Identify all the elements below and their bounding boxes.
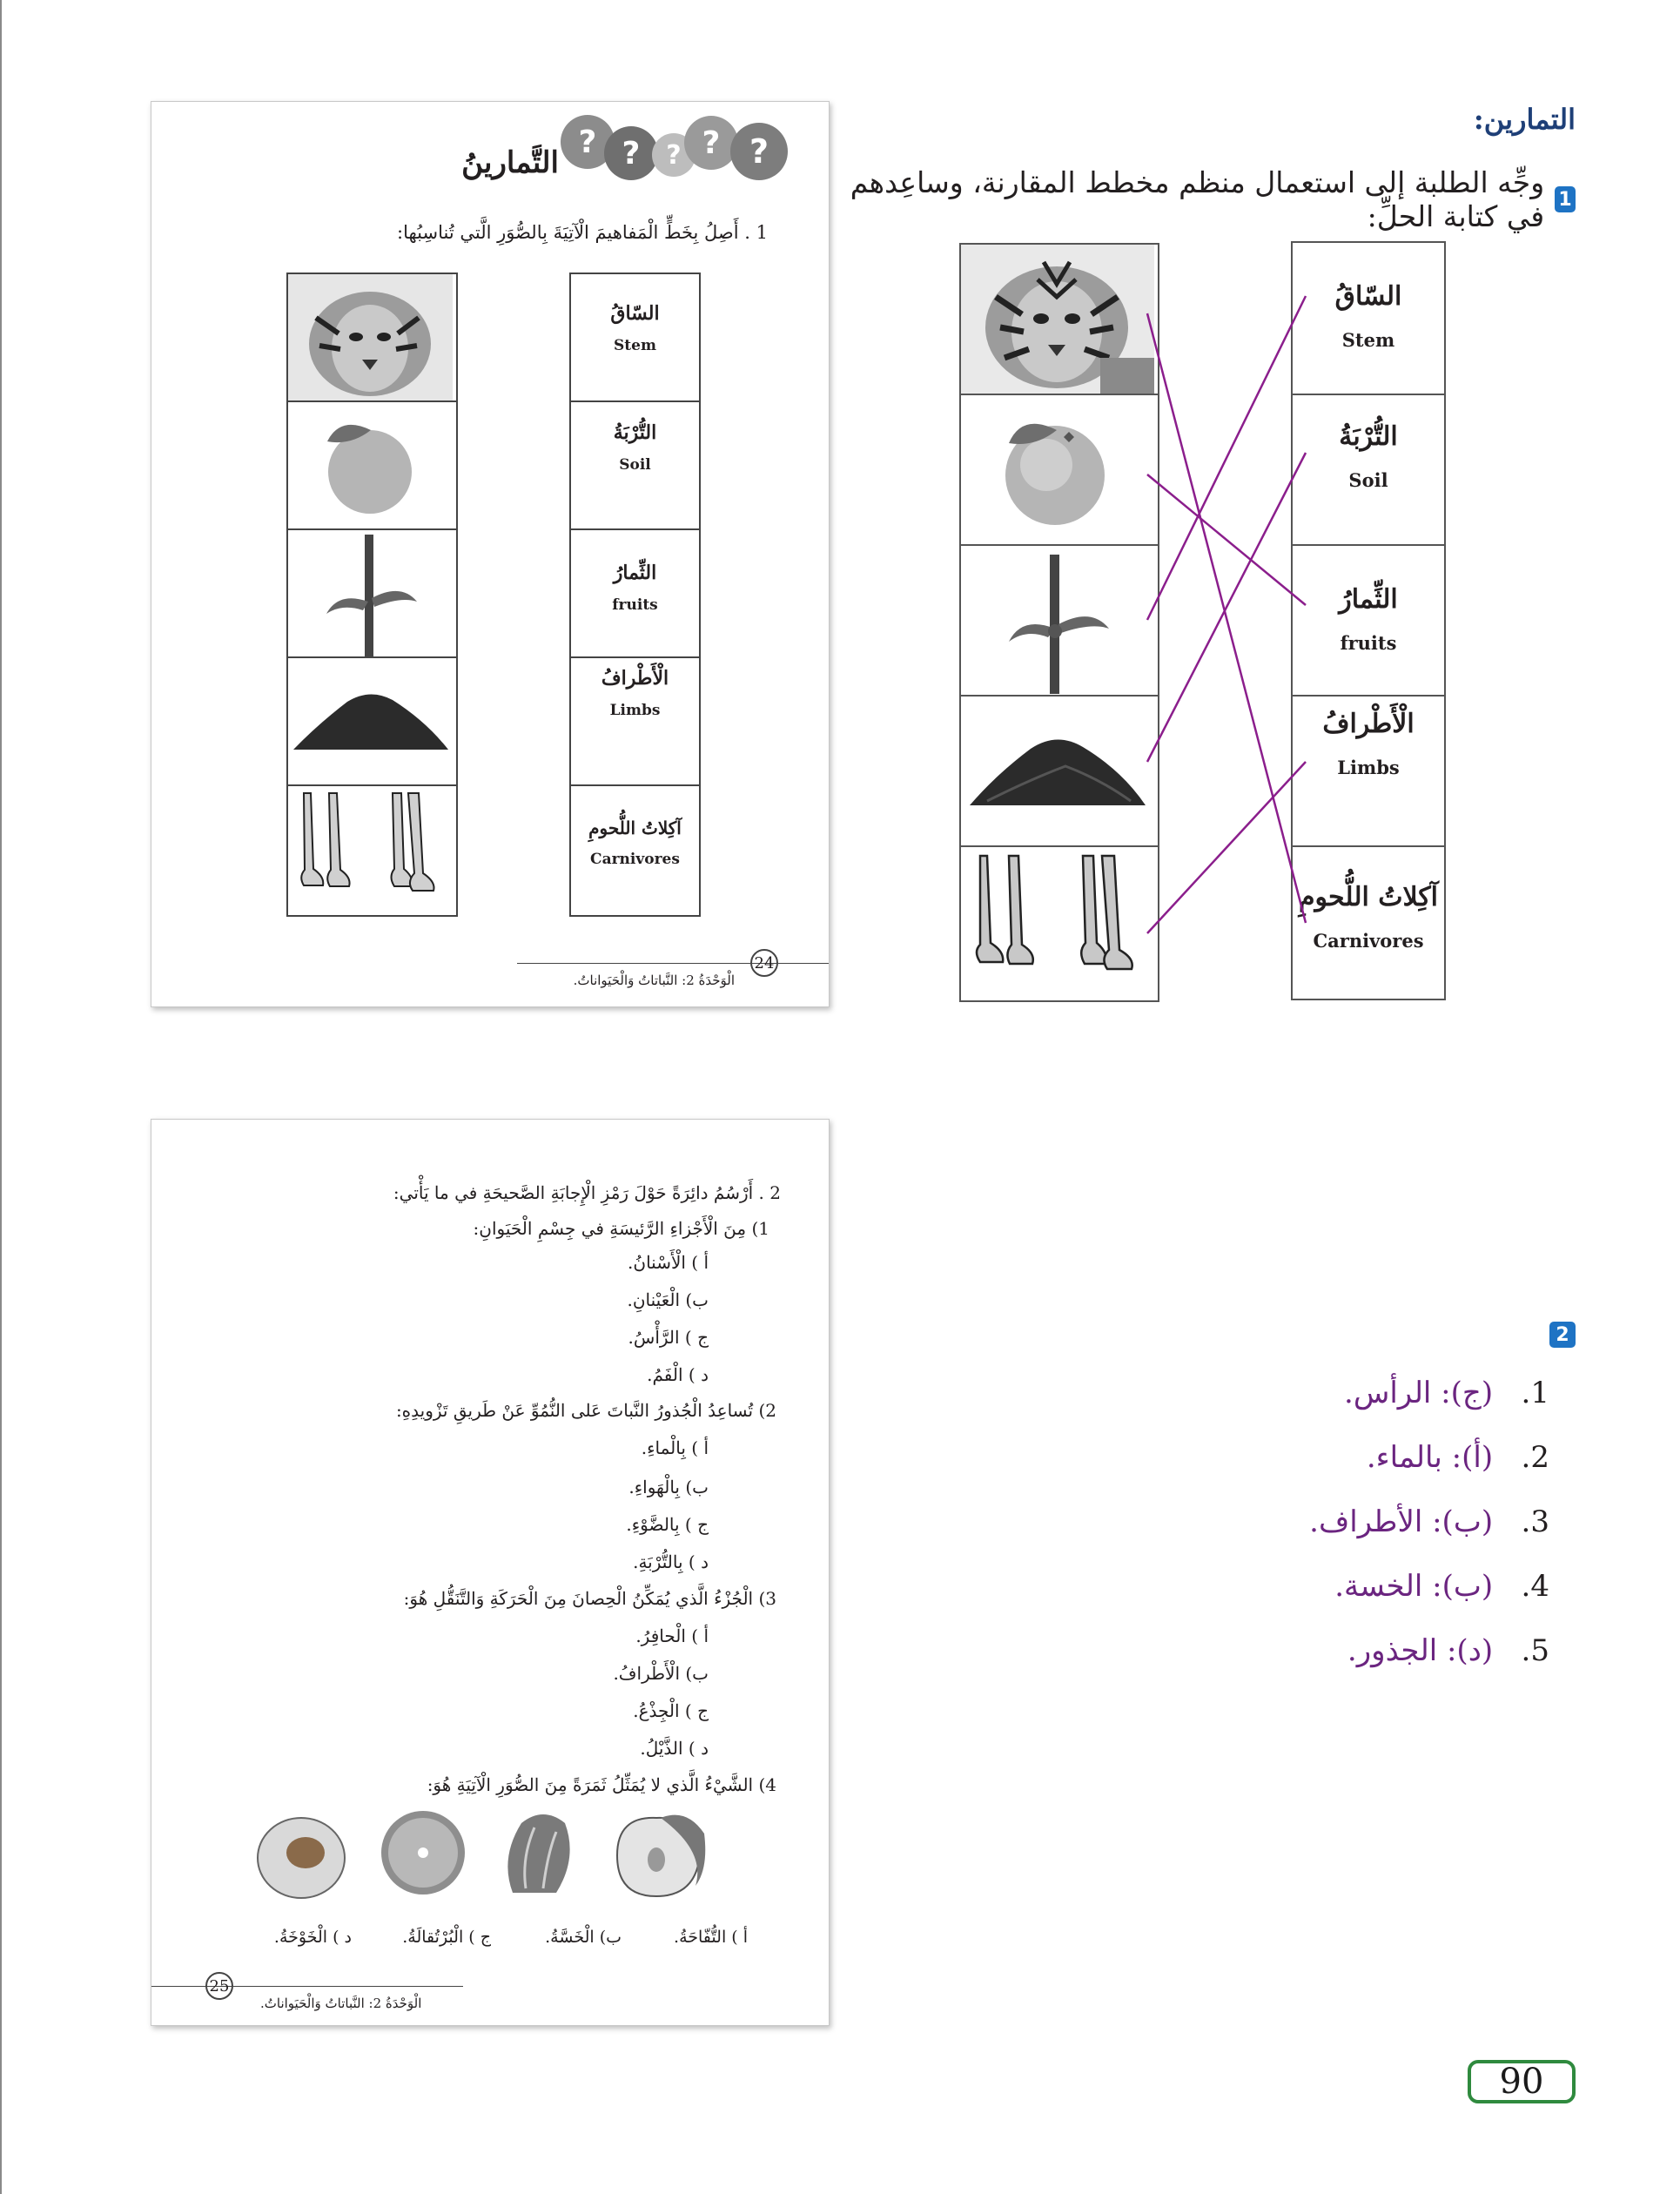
concept-ar: آكِلاتُ اللُّحومِ: [588, 818, 682, 838]
answer-text: (أ): بالماء.: [1366, 1440, 1494, 1475]
concept-en: Limbs: [1337, 757, 1400, 778]
book-concept-cell: [571, 402, 699, 530]
book-title: التَّمارينُ: [461, 145, 559, 180]
mcq-option: ج ) بِالضَّوْءِ.: [626, 1514, 709, 1535]
exercises-title: التمارين:: [1473, 103, 1576, 136]
concept-en: Soil: [619, 456, 651, 474]
mcq-option: أ ) بِالْماءِ.: [641, 1437, 709, 1458]
footer-line: [151, 1986, 463, 1987]
book-question-1: 1 . أَصِلُ بِخَطٍّ الْمَفاهيمَ الْآتِيَةَ بِالصُّوَرِ الَّتي تُناسِبُها:: [397, 222, 768, 243]
lettuce-image: [495, 1806, 578, 1901]
concept-en: Stem: [1341, 329, 1395, 351]
concept-cell-stem: [1293, 243, 1444, 395]
book-page-24: [151, 101, 830, 1007]
mcq-option: د ) الْفَمُ.: [647, 1364, 709, 1385]
answer-3: [1309, 1504, 1549, 1539]
concept-en: Carnivores: [590, 851, 680, 868]
concept-en: fruits: [1340, 632, 1397, 654]
fruit-label: ب) الْخَسَّةُ.: [545, 1928, 622, 1947]
book-orange-cell: [288, 402, 456, 530]
mcq-option: ج ) الرَّأْسُ.: [628, 1327, 709, 1348]
match-line-legs: [1147, 762, 1306, 933]
legs-image: [288, 786, 453, 913]
match-line-orange: [1147, 474, 1306, 605]
answer-text: (د): الجذور.: [1347, 1633, 1494, 1668]
concept-en: Limbs: [609, 702, 661, 719]
concept-en: Soil: [1348, 469, 1388, 491]
mcq-option: د ) الذَّيْلُ.: [640, 1738, 709, 1759]
concept-en: Stem: [614, 337, 656, 354]
mcq-option: ب) بِالْهَواءِ.: [628, 1477, 709, 1497]
book-concept-cell: [571, 274, 699, 402]
book-soil-cell: [288, 658, 456, 786]
stem-image: [288, 530, 453, 656]
answer-number: 2.: [1521, 1440, 1549, 1475]
answer-text: (ب): الخسة.: [1334, 1569, 1494, 1604]
legs-image: [961, 847, 1154, 999]
tiger-image: [961, 245, 1154, 394]
mcq-option: ب) الْعَيْنانِ.: [627, 1289, 709, 1310]
question-bubble-icon: ?: [684, 116, 738, 170]
question-bubble-icon: ?: [561, 115, 615, 169]
peach-image: [252, 1807, 352, 1903]
left-margin-rule: [0, 0, 2, 2194]
mcq-question: 3) الْجُزْءُ الَّذي يُمَكِّنُ الْحِصانَ مِنَ الْحَرَكَةِ وَالتَّنَقُّلِ هُوَ:: [403, 1588, 776, 1609]
fruit-label: د ) الْخَوْخَةُ.: [273, 1928, 352, 1947]
book-unit-label: الْوَحْدَةُ 2: النَّباتاتُ وَالْحَيَواناتُ.: [573, 972, 735, 988]
match-line-tiger: [1147, 313, 1306, 923]
concept-ar: الْأَطْرافُ: [1322, 709, 1415, 739]
answer-number: 5.: [1521, 1633, 1549, 1668]
orange-cell: [961, 395, 1158, 546]
concept-en: fruits: [612, 596, 658, 614]
concept-cell-limbs: [1293, 697, 1444, 847]
concept-cell-fruits: [1293, 546, 1444, 697]
answer-text: (ب): الأطراف.: [1309, 1504, 1494, 1539]
book-tiger-cell: [288, 274, 456, 402]
answer-5: [1347, 1633, 1549, 1668]
book-concept-cell: [571, 658, 699, 786]
book-question-2: 2 . أَرْسُمُ دائِرَةً حَوْلَ رَمْزِ الْإِجابَةِ الصَّحيحَةِ في ما يَأْتي:: [393, 1182, 781, 1203]
book-page-25: [151, 1119, 830, 2026]
concept-cell-soil: [1293, 395, 1444, 546]
instruction-line: [844, 165, 1576, 233]
orange-image: [288, 402, 453, 528]
tiger-cell: [961, 245, 1158, 395]
book-concept-cell: [571, 530, 699, 658]
concept-en: Carnivores: [1313, 930, 1424, 952]
stem-cell: [961, 546, 1158, 697]
tiger-image: [288, 274, 453, 400]
mcq-option: د ) بِالتُّرْبَةِ.: [633, 1551, 709, 1572]
question-2-badge: 2: [1549, 1322, 1576, 1348]
book-unit-label: الْوَحْدَةُ 2: النَّباتاتُ وَالْحَيَواناتُ.: [260, 1995, 422, 2011]
orange-slice-image: [378, 1807, 469, 1899]
book-page-number: 24: [750, 949, 778, 977]
mcq-option: ب) الْأَطْرافُ.: [613, 1663, 709, 1684]
answer-4: [1334, 1569, 1549, 1604]
concept-ar: التُّرْبَةُ: [1339, 421, 1398, 452]
concept-column: [1291, 241, 1446, 1000]
concept-ar: آكِلاتُ اللُّحومِ: [1298, 882, 1439, 912]
mcq-option: أ ) الْأَسْنانُ.: [628, 1252, 709, 1273]
question-bubble-icon: ?: [652, 133, 696, 177]
mcq-question: 1) مِنَ الْأَجْزاءِ الرَّئيسَةِ في جِسْمِ الْحَيَوانِ:: [473, 1218, 769, 1239]
book-stem-cell: [288, 530, 456, 658]
stem-image: [961, 546, 1154, 695]
match-line-stem: [1147, 296, 1306, 620]
mcq-option: أ ) الْحافِرُ.: [635, 1625, 709, 1646]
fruit-label: ج ) الْبُرْتُقالَةُ.: [402, 1928, 491, 1947]
mcq-option: ج ) الْجِذْعُ.: [633, 1700, 709, 1721]
soil-image: [961, 697, 1154, 845]
concept-ar: الثِّمارُ: [1339, 584, 1398, 615]
soil-cell: [961, 697, 1158, 847]
question-1-badge: 1: [1555, 186, 1576, 212]
question-bubble-icon: ?: [604, 126, 658, 180]
question-bubble-icon: ?: [730, 123, 788, 180]
answer-2: [1367, 1440, 1549, 1475]
answer-text: (ج): الرأس.: [1344, 1376, 1494, 1410]
apple-image: [608, 1799, 713, 1903]
footer-line: [517, 963, 829, 964]
concept-ar: السّاقُ: [610, 302, 660, 325]
page-number: 90: [1468, 2060, 1576, 2103]
answer-number: 1.: [1521, 1376, 1549, 1410]
answer-image-column: [959, 243, 1159, 1002]
answer-number: 3.: [1521, 1504, 1549, 1539]
concept-ar: الْأَطْرافُ: [601, 667, 669, 690]
answer-1: [1344, 1376, 1549, 1410]
concept-cell-carnivores: [1293, 847, 1444, 999]
soil-image: [288, 658, 453, 784]
book-concept-column: [569, 273, 701, 917]
book-page-number: 25: [205, 1972, 233, 2000]
legs-cell: [961, 847, 1158, 1000]
answer-number: 4.: [1521, 1569, 1549, 1604]
book-image-column: [286, 273, 458, 917]
mcq-question: 2) تُساعِدُ الْجُذورُ النَّباتَ عَلى النُّمُوِّ عَنْ طَريقِ تَزْويدِهِ:: [395, 1400, 776, 1421]
instruction-text: وجِّه الطلبة إلى استعمال منظم مخطط المقارنة، وساعِدهم في كتابة الحلِّ:: [850, 165, 1545, 233]
concept-ar: الثِّمارُ: [613, 562, 657, 584]
concept-ar: السّاقُ: [1334, 281, 1402, 312]
match-line-soil: [1147, 453, 1306, 762]
book-legs-cell: [288, 786, 456, 915]
concept-ar: التُّرْبَةُ: [613, 421, 657, 444]
book-concept-cell: [571, 786, 699, 915]
orange-image: [961, 395, 1154, 544]
fruit-label: أ ) التُّفّاحَةُ.: [674, 1928, 748, 1947]
mcq-question: 4) الشَّيْءُ الَّذي لا يُمَثِّلُ ثَمَرَةً مِنَ الصُّوَرِ الْآتِيَةِ هُوَ:: [427, 1774, 776, 1795]
